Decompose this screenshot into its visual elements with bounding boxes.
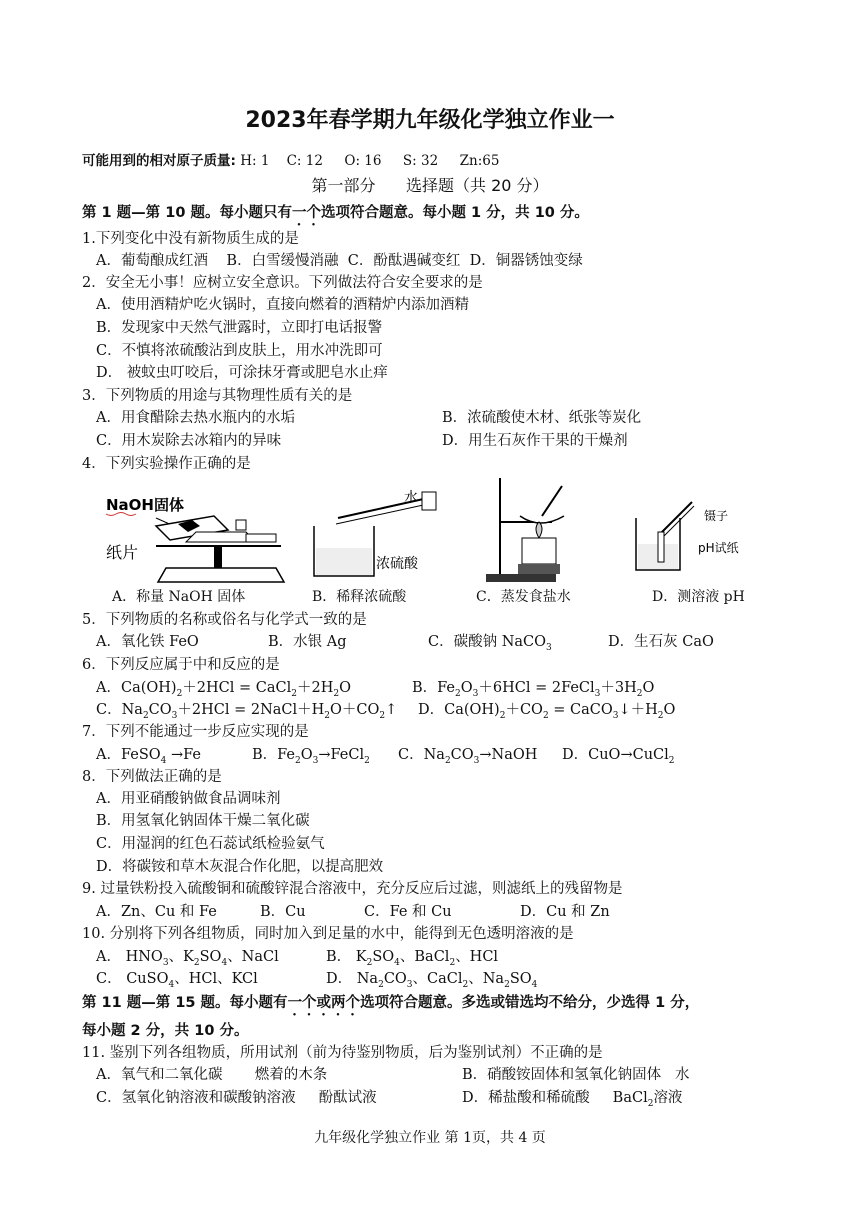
q11-d-text: D．稀盐酸和稀硫酸 BaCl (462, 1090, 648, 1106)
instr2-pre: 第 11 题—第 15 题。每小题有 (82, 995, 288, 1011)
q9-option-a: A．Zn、Cu 和 Fe (96, 904, 217, 920)
q11-d-post: 溶液 (653, 1090, 683, 1106)
q3-stem: 3．下列物质的用途与其物理性质有关的是 (82, 388, 353, 404)
q7-option-b: B．$Fe_2O_3\to FeCl_2$ (252, 747, 370, 766)
q4-stem: 4．下列实验操作正确的是 (82, 456, 251, 472)
q5-stem: 5．下列物质的名称或俗名与化学式一致的是 (82, 612, 367, 628)
instruction-q1-10 (82, 201, 589, 229)
q6-option-c: C．$Na_2CO_3+2HCl$ = $2NaCl+H_2O+CO_2↑$ (96, 702, 398, 721)
atomic-mass-label: 可能用到的相对原子质量: (82, 153, 236, 169)
q6-option-d: D．$Ca(OH)_2+CO_2$ = $CaCO_3↓+H_2O$ (418, 702, 676, 721)
q4-option-a: A．称量 NaOH 固体 (112, 589, 246, 605)
q7-option-a: A．FeSO$_4$ →Fe (96, 747, 201, 766)
q2-option-c: C．不慎将浓硫酸沾到皮肤上，用水冲洗即可 (96, 343, 383, 359)
q5-option-b: B．水银 Ag (268, 634, 347, 650)
q3-option-d: D．用生石灰作干果的干燥剂 (442, 433, 628, 449)
q3-option-b: B．浓硫酸使木材、纸张等炭化 (442, 410, 642, 426)
q10-stem: 10. 分别将下列各组物质，同时加入到足量的水中，能得到无色透明溶液的是 (82, 926, 574, 942)
q8-option-d: D．将碳铵和草木灰混合作化肥，以提高肥效 (96, 859, 384, 875)
q10-option-c: C． CuSO$_4$、HCl、KCl (96, 971, 258, 990)
instr2-post: 选项符合题意。多选或错选均不给分，少选得 1 分， (360, 995, 700, 1011)
atomic-mass-line (82, 149, 499, 169)
figure-ph-test (632, 494, 752, 578)
instr1-pre: 第 1 题—第 10 题。每小题只有 (82, 205, 292, 221)
fig-paper-label: 纸片 (106, 543, 139, 562)
q2-option-a: A．使用酒精炉吃火锅时，直接向燃着的酒精炉内添加酒精 (96, 297, 469, 313)
q10-option-a: A． $HNO_3$、$K_2SO_4$、NaCl (96, 949, 279, 968)
q9-option-c: C．Fe 和 Cu (364, 904, 452, 920)
fig-naoh-label: NaOH固体 (106, 496, 184, 514)
q11-option-d (462, 1086, 682, 1109)
instruction-q11-15-line2: 每小题 2 分，共 10 分。 (82, 1023, 249, 1039)
q11-stem: 11. 鉴别下列各组物质，所用试剂（前为待鉴别物质，后为鉴别试剂）不正确的是 (82, 1045, 603, 1061)
instr2-emph: 一个或两个 (287, 995, 361, 1011)
q7-stem: 7．下列不能通过一步反应实现的是 (82, 724, 309, 740)
q4-option-d: D．测溶液 pH (652, 589, 745, 605)
q11-d-sub: 2 (647, 1098, 654, 1109)
q4-option-c: C．蒸发食盐水 (476, 589, 571, 605)
q9-stem: 9. 过量铁粉投入硫酸铜和硫酸锌混合溶液中，充分反应后过滤，则滤纸上的残留物是 (82, 881, 623, 897)
q9-option-d: D．Cu 和 Zn (520, 904, 610, 920)
q7-option-d: D．CuO→CuCl$_2$ (562, 747, 675, 766)
q5-option-d: D．生石灰 CaO (608, 634, 714, 650)
q1-options: A．葡萄酿成红酒 B．白雪缓慢消融 C．酚酞遇碱变红 D．铜器锈蚀变绿 (96, 253, 583, 269)
q2-option-d: D． 被蚊虫叮咬后，可涂抹牙膏或肥皂水止痒 (96, 365, 388, 381)
q2-stem: 2．安全无小事！应树立安全意识。下列做法符合安全要求的是 (82, 275, 483, 291)
q8-option-b: B．用氢氧化钠固体干燥二氧化碳 (96, 813, 310, 829)
q8-option-c: C．用湿润的红色石蕊试纸检验氨气 (96, 836, 325, 852)
q5-c-sub: 3 (546, 642, 552, 653)
q5-option-a: A．氧化铁 FeO (96, 634, 199, 650)
q7-option-c: C．$Na_2CO_3\to NaOH$ (398, 747, 538, 766)
page-title: 2023年春学期九年级化学独立作业一 (245, 108, 615, 133)
q6-option-a: A．$Ca(OH)_2+2HCl$ = $CaCl_2+2H_2O$ (96, 680, 351, 699)
q3-option-a: A．用食醋除去热水瓶内的水垢 (96, 410, 295, 426)
instr1-post: 选项符合题意。每小题 1 分，共 10 分。 (320, 205, 589, 221)
figure-evaporation (482, 476, 582, 584)
q10-option-d: D． $Na_2CO_3$、CaCl$_2$、$Na_2SO_4$ (326, 971, 538, 990)
q11-option-c: C．氢氧化钠溶液和碳酸钠溶液 酚酞试液 (96, 1090, 377, 1106)
q1-stem: 1.下列变化中没有新物质生成的是 (82, 231, 299, 247)
fig-water-label: 水 (404, 490, 418, 506)
q6-option-b: B．$Fe_2O_3+6HCl$ = $2FeCl_3+3H_2O$ (412, 680, 655, 699)
q10-option-b: B． $K_2SO_4$、BaCl$_2$、HCl (326, 949, 499, 968)
fig-acid-label: 浓硫酸 (376, 556, 418, 572)
q8-option-a: A．用亚硝酸钠做食品调味剂 (96, 791, 281, 807)
q11-option-a: A．氧气和二氧化碳 燃着的木条 (96, 1067, 328, 1083)
fig-ph-label: pH试纸 (698, 541, 739, 555)
atomic-mass-values: H: 1 C: 12 O: 16 S: 32 Zn:65 (240, 153, 500, 169)
figure-dilute-acid (308, 488, 458, 586)
q5-c-text: C．碳酸钠 NaCO (428, 634, 547, 650)
instr1-emph: 一个 (291, 205, 321, 221)
q5-option-c (428, 630, 552, 653)
q4-option-b: B．稀释浓硫酸 (312, 589, 407, 605)
q2-option-b: B．发现家中天然气泄露时，立即打电话报警 (96, 320, 383, 336)
q9-option-b: B．Cu (260, 904, 306, 920)
fig-tweezers-label: 镊子 (704, 509, 729, 523)
q6-stem: 6．下列反应属于中和反应的是 (82, 657, 280, 673)
figure-balance-naoh (96, 488, 286, 586)
page-footer: 九年级化学独立作业 第 1页，共 4 页 (314, 1130, 546, 1146)
instruction-q11-15 (82, 991, 699, 1019)
q11-option-b: B．硝酸铵固体和氢氧化钠固体 水 (462, 1067, 690, 1083)
q8-stem: 8．下列做法正确的是 (82, 769, 222, 785)
q3-option-c: C．用木炭除去冰箱内的异味 (96, 433, 282, 449)
part1-title: 第一部分 选择题（共 20 分） (311, 176, 549, 195)
